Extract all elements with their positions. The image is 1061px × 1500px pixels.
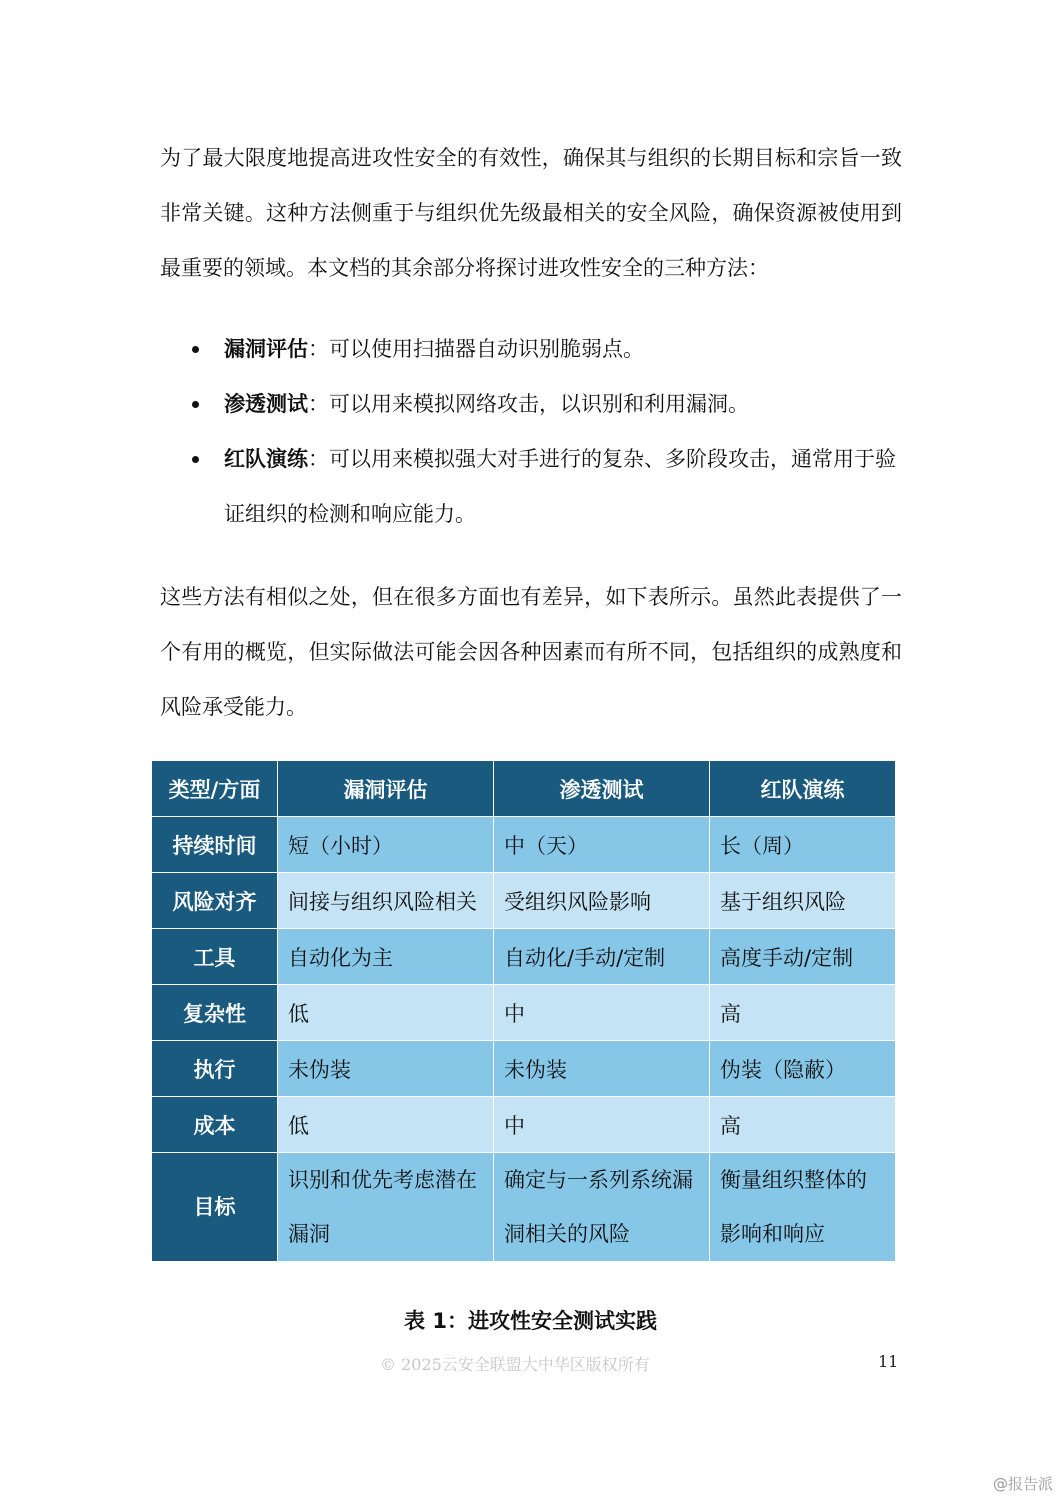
table-cell: 确定与一系列系统漏洞相关的风险 — [494, 1153, 710, 1262]
table-cell: 中（天） — [494, 817, 710, 873]
table-row — [152, 985, 896, 1041]
row-header: 复杂性 — [152, 985, 278, 1041]
list-item-term: 渗透测试 — [224, 392, 308, 416]
list-item-term: 红队演练 — [224, 447, 308, 471]
list-item — [160, 432, 902, 542]
column-header: 漏洞评估 — [278, 761, 494, 817]
comparison-intro-paragraph: 这些方法有相似之处，但在很多方面也有差异，如下表所示。虽然此表提供了一个有用的概览，但实际做法可能会因各种因素而有所不同，包括组织的成熟度和风险承受能力。 — [160, 585, 902, 719]
list-item — [160, 322, 902, 377]
table-cell: 短（小时） — [278, 817, 494, 873]
list-item-text: ：可以用来模拟网络攻击，以识别和利用漏洞。 — [308, 392, 749, 416]
row-header: 工具 — [152, 929, 278, 985]
table-row — [152, 1041, 896, 1097]
page-number: 11 — [878, 1352, 899, 1371]
table-cell: 基于组织风险 — [710, 873, 896, 929]
table-row — [152, 929, 896, 985]
bullet-icon — [192, 401, 199, 408]
table-cell: 受组织风险影响 — [494, 873, 710, 929]
table-cell: 间接与组织风险相关 — [278, 873, 494, 929]
table-cell: 低 — [278, 985, 494, 1041]
column-header: 类型/方面 — [152, 761, 278, 817]
watermark: @报告派 — [992, 1475, 1053, 1493]
row-header: 目标 — [152, 1153, 278, 1262]
table-row — [152, 817, 896, 873]
list-item-text: ：可以用来模拟强大对手进行的复杂、多阶段攻击，通常用于验证组织的检测和响应能力。 — [224, 447, 896, 526]
table-cell: 低 — [278, 1097, 494, 1153]
table-cell: 高 — [710, 985, 896, 1041]
table-cell: 自动化为主 — [278, 929, 494, 985]
table-row — [152, 1153, 896, 1262]
table-cell: 自动化/手动/定制 — [494, 929, 710, 985]
table-cell: 高 — [710, 1097, 896, 1153]
table-cell: 伪装（隐蔽） — [710, 1041, 896, 1097]
table-row — [152, 1097, 896, 1153]
list-item — [160, 377, 902, 432]
table-cell: 高度手动/定制 — [710, 929, 896, 985]
table-cell: 识别和优先考虑潜在漏洞 — [278, 1153, 494, 1262]
column-header: 红队演练 — [710, 761, 896, 817]
row-header: 持续时间 — [152, 817, 278, 873]
list-item-text: ：可以使用扫描器自动识别脆弱点。 — [308, 337, 644, 361]
row-header: 风险对齐 — [152, 873, 278, 929]
table-cell: 中 — [494, 985, 710, 1041]
table-header-row — [152, 761, 896, 817]
table-cell: 未伪装 — [278, 1041, 494, 1097]
table-cell: 中 — [494, 1097, 710, 1153]
comparison-table — [151, 760, 896, 1262]
table-cell: 未伪装 — [494, 1041, 710, 1097]
list-item-term: 漏洞评估 — [224, 337, 308, 361]
table-cell: 衡量组织整体的影响和响应 — [710, 1153, 896, 1262]
row-header: 执行 — [152, 1041, 278, 1097]
bullet-icon — [192, 346, 199, 353]
methods-list — [160, 322, 902, 542]
copyright-footer: © 2025云安全联盟大中华区版权所有 — [380, 1355, 650, 1374]
row-header: 成本 — [152, 1097, 278, 1153]
table-row — [152, 873, 896, 929]
bullet-icon — [192, 456, 199, 463]
table-cell: 长（周） — [710, 817, 896, 873]
intro-paragraph: 为了最大限度地提高进攻性安全的有效性，确保其与组织的长期目标和宗旨一致非常关键。这种方法侧重于与组织优先级最相关的安全风险，确保资源被使用到最重要的领域。本文档的其余部分将探讨进攻性安全的三种方法： — [160, 146, 902, 280]
column-header: 渗透测试 — [494, 761, 710, 817]
table-caption: 表 1：进攻性安全测试实践 — [404, 1309, 657, 1333]
